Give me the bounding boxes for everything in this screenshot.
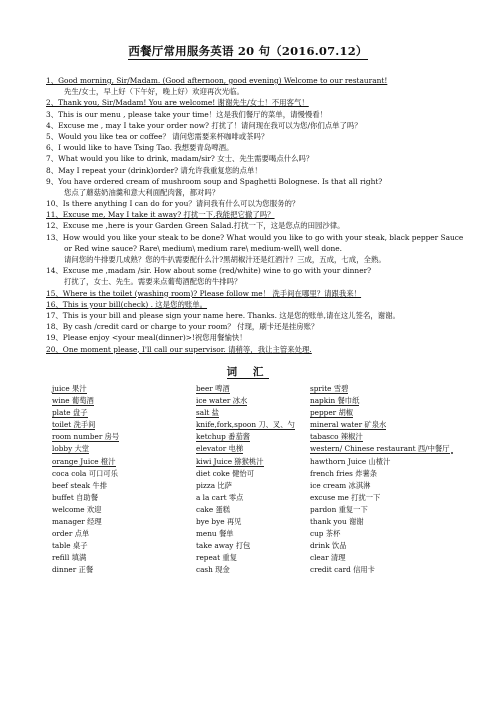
vocabulary-term: tabasco 辣椒汁: [310, 432, 363, 442]
sentence-line: 您点了蘑菇奶油羹和意大利面配肉酱，都对吗？: [64, 187, 220, 197]
sentence-line: or Red wine sauce? Rare\ medium\ medium rare\ medium-well\ well done.: [64, 243, 343, 253]
vocabulary-term: cash 现金: [196, 565, 230, 575]
vocabulary-term: diet coke 健怡可: [196, 468, 255, 478]
vocabulary-cell: [52, 540, 187, 551]
vocabulary-term: ice water 冰水: [196, 396, 248, 406]
vocabulary-cell: [310, 468, 460, 479]
vocabulary-term: coca cola 可口可乐: [52, 468, 118, 478]
vocabulary-term: french fries 炸薯条: [310, 468, 378, 478]
vocabulary-cell: [310, 383, 460, 394]
vocabulary-cell: [310, 504, 460, 515]
sentence-list: [46, 75, 476, 355]
sentence-line: 13、How would you like your steak to be done? What would you like to go with your steak, black pepper Sauce: [46, 232, 464, 242]
vocabulary-term: wine 葡萄酒: [52, 396, 94, 406]
vocabulary-cell: [52, 468, 187, 479]
vocabulary-cell: [52, 431, 187, 442]
vocabulary-cell: [310, 552, 460, 563]
vocabulary-row: [52, 395, 462, 407]
vocabulary-cell: [310, 407, 460, 418]
vocabulary-term: excuse me 打扰一下: [310, 492, 381, 502]
sentence-line: 14、Excuse me ,madam /sir. How about some (red/white) wine to go with your dinner?: [46, 266, 372, 276]
vocabulary-cell: [52, 516, 187, 527]
vocabulary-term: clear 清理: [310, 553, 346, 563]
vocabulary-term: room number 房号: [52, 432, 120, 442]
vocabulary-cell: [310, 395, 460, 406]
sentence-line: 3、This is our menu , please take your time！这是我们餐厅的菜单，请慢慢看！: [46, 109, 328, 119]
vocabulary-term: napkin 餐巾纸: [310, 396, 360, 406]
vocabulary-row: [52, 552, 462, 564]
page-title-text: 西餐厅常用服务英语 20 句（2016.07.12）: [128, 44, 368, 58]
vocabulary-cell: [52, 395, 187, 406]
vocabulary-cell: [310, 492, 460, 503]
vocabulary-term: order 点单: [52, 529, 90, 539]
vocabulary-cell: [52, 443, 187, 454]
vocabulary-row: [52, 443, 462, 455]
sentence-line: 17、This is your bill and please sign your name here. Thanks. 这是您的账单,请在这儿签名，谢谢。: [46, 310, 400, 320]
vocabulary-term: hawthorn Juice 山楂汁: [310, 456, 391, 466]
vocabulary-term: elevator 电梯: [196, 444, 244, 454]
vocabulary-term: repeat 重复: [196, 553, 237, 563]
vocabulary-term: ketchup 番茄酱: [196, 432, 251, 442]
vocabulary-term: kiwi Juice 猕猴桃汁: [196, 456, 264, 466]
vocabulary-term: toilet 洗手间: [52, 420, 96, 430]
sentence-line: 7、What would you like to drink, madam/sir? 女士、先生需要喝点什么吗？: [46, 154, 314, 164]
sentence-line: 11、Excuse me, May I take it away? 打扰一下,我能把它撤了吗？: [46, 210, 275, 220]
vocabulary-row: [52, 468, 462, 480]
vocabulary-term: lobby 大堂: [52, 444, 90, 454]
vocabulary-title: [0, 364, 496, 379]
vocabulary-term: take away 打包: [196, 541, 251, 551]
vocabulary-cell: [52, 407, 187, 418]
vocabulary-cell: [52, 528, 187, 539]
vocabulary-cell: [52, 564, 187, 575]
vocabulary-term: cake 蛋糕: [196, 504, 231, 514]
vocabulary-term: buffet 自助餐: [52, 492, 99, 502]
vocabulary-cell: [52, 492, 187, 503]
vocabulary-term: dinner 正餐: [52, 565, 94, 575]
page-title: [0, 43, 496, 59]
vocabulary-term: drink 饮品: [310, 541, 347, 551]
vocabulary-term: table 桌子: [52, 541, 88, 551]
vocabulary-row: [52, 528, 462, 540]
sentence-line: 5、Would you like tea or coffee？ 请问您需要来杯咖啡或茶吗？: [46, 131, 269, 141]
vocabulary-cell: [310, 480, 460, 491]
vocabulary-cell: [310, 540, 460, 551]
vocabulary-row: [52, 456, 462, 468]
vocabulary-term: mineral water 矿泉水: [310, 420, 387, 430]
sentence-line: 9、You have ordered cream of mushroom soup and Spaghetti Bolognese. Is that all right?: [46, 176, 383, 186]
vocabulary-term: refill 填满: [52, 553, 87, 563]
vocabulary-cell: [310, 443, 460, 454]
sentence-line: 19、Please enjoy <your meal(dinner)>!祝您用餐愉快！: [46, 333, 247, 343]
vocabulary-term: welcome 欢迎: [52, 504, 102, 514]
sentence-line: 18、By cash /credit card or charge to your room？ 付现，刷卡还是挂房账？: [46, 322, 319, 332]
vocabulary-term: pardon 重复一下: [310, 504, 368, 514]
vocabulary-term: thank you 谢谢: [310, 517, 364, 527]
sentence-line: 12、Excuse me ,here is your Garden Green Salad.打扰一下，这是您点的田园沙律。: [46, 221, 345, 231]
vocabulary-cell: [310, 516, 460, 527]
vocabulary-term: bye bye 再见: [196, 517, 242, 527]
vocabulary-term: orange Juice 橙汁: [52, 456, 116, 466]
vocabulary-row: [52, 504, 462, 516]
vocabulary-cell: [52, 480, 187, 491]
vocabulary-row: [52, 383, 462, 395]
vocabulary-term: beer 啤酒: [196, 384, 230, 393]
sentence-line: 1、Good morning, Sir/Madam. (Good afternoon, good evening) Welcome to our restaurant!: [46, 76, 388, 85]
vocabulary-term: cup 茶杯: [310, 529, 341, 539]
sentence-line: 6、I would like to have Tsing Tao. 我想要青岛啤酒。: [46, 143, 234, 153]
sentence-line: 15、Where is the toilet (washing room)? Please follow me！ 洗手间在哪里？请跟我来！: [46, 288, 362, 298]
vocabulary-cell: [52, 504, 187, 515]
sentence-line: 8、May I repeat your (drink)order? 请允许我重复您的点单！: [46, 165, 262, 175]
vocabulary-term: manager 经理: [52, 517, 102, 527]
vocabulary-term: salt 盐: [196, 408, 219, 418]
vocabulary-term: menu 餐单: [196, 529, 234, 539]
sentence-line: 16、This is your bill(check) . 这是您的账单。: [46, 299, 208, 309]
vocabulary-cell: [52, 383, 187, 394]
vocabulary-term: credit card 信用卡: [310, 565, 375, 575]
vocabulary-term: beef steak 牛排: [52, 480, 108, 490]
vocabulary-term: knife,fork,spoon 刀、叉、勺: [196, 420, 295, 430]
sentence-line: 打扰了，女士、先生。需要来点葡萄酒配您的牛排吗？: [64, 277, 242, 287]
vocabulary-term: plate 盘子: [52, 408, 88, 418]
vocabulary-term: pizza 比萨: [196, 480, 232, 490]
vocabulary-term: juice 果汁: [52, 384, 87, 393]
vocabulary-cell: [52, 456, 187, 467]
vocabulary-title-text: 词 汇: [226, 366, 270, 378]
vocabulary-cell: [310, 564, 460, 575]
vocabulary-row: [52, 480, 462, 492]
vocabulary-cell: [52, 419, 187, 430]
vocabulary-term: a la cart 零点: [196, 492, 244, 502]
vocabulary-row: [52, 540, 462, 552]
vocabulary-cell: [310, 528, 460, 539]
vocabulary-row: [52, 431, 462, 443]
sentence-line: 4、Excuse me , may I take your order now? 打扰了！请问现在我可以为您/你们点单了吗？: [46, 120, 362, 130]
vocabulary-term: pepper 胡椒: [310, 408, 354, 418]
vocabulary-row: [52, 419, 462, 431]
vocabulary-term: sprite 雪碧: [310, 384, 349, 393]
sentence-line: 先生/女士，早上好（下午好，晚上好）欢迎再次光临。: [64, 87, 244, 97]
sentence-line: 2、Thank you, Sir/Madam! You are welcome! 谢谢先生/女士！不用客气！: [46, 98, 309, 108]
vocabulary-row: [52, 516, 462, 528]
vocabulary-term: ice cream 冰淇淋: [310, 480, 371, 490]
vocabulary-cell: [310, 419, 460, 430]
vocabulary-cell: [310, 431, 460, 442]
vocabulary-row: [52, 564, 462, 576]
sentence-line: 10、Is there anything I can do for you？请问我有什么可以为您服务的？: [46, 199, 300, 209]
vocabulary-table: [52, 383, 462, 577]
vocabulary-cell: [310, 456, 460, 467]
vocabulary-term: western/ Chinese restaurant 西/中餐厅: [310, 444, 450, 454]
stray-dot: [451, 452, 453, 454]
vocabulary-row: [52, 492, 462, 504]
vocabulary-cell: [52, 552, 187, 563]
sentence-line: 20、One moment please, I'll call our supervisor. 请稍等，我让主管来处理.: [46, 344, 312, 354]
vocabulary-row: [52, 407, 462, 419]
sentence-line: 请问您的牛排要几成熟？您的牛扒需要配什么汁?黑胡椒汁还是红酒汁？三成，五成，七成，全熟。: [64, 255, 386, 264]
